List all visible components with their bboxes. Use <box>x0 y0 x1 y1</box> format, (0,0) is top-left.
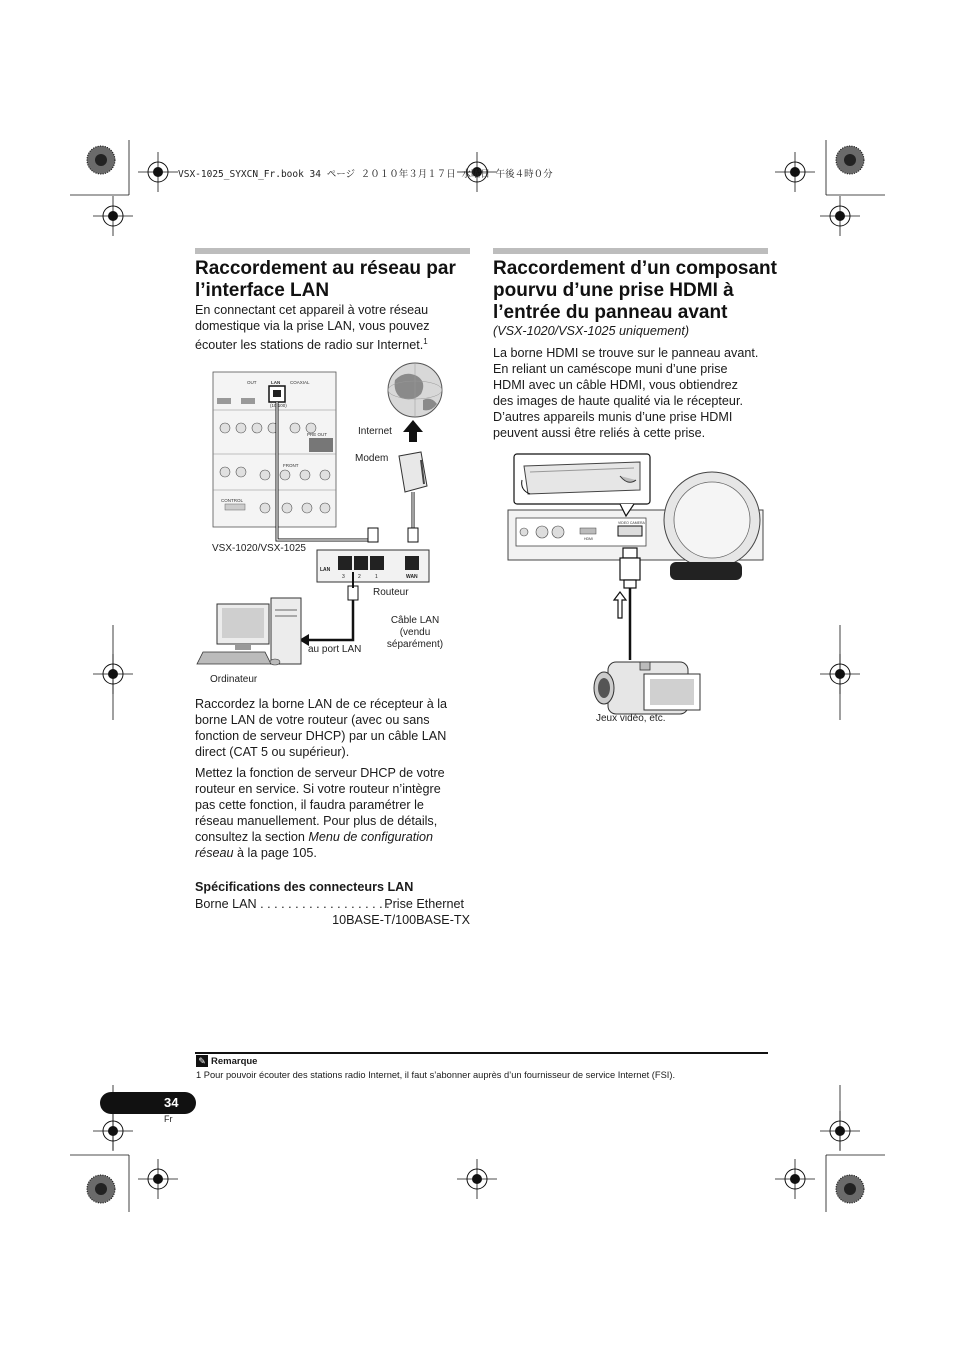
lan-connection-diagram <box>195 360 475 690</box>
crosshair-mark <box>138 1159 178 1199</box>
up-arrow-icon <box>403 420 423 442</box>
left-section-bar <box>195 248 470 254</box>
left-section-title: Raccordement au réseau par l’interface LAN <box>195 258 456 301</box>
note-rule <box>195 1052 768 1054</box>
print-header-line: VSX-1025_SYXCN_Fr.book 34 ページ ２０１０年３月１７日 水曜日 午後４時０分 <box>178 169 553 180</box>
page-number-tab <box>100 1092 196 1114</box>
svg-text:LAN: LAN <box>320 567 331 573</box>
footnote-ref: 1 <box>423 337 428 346</box>
model-label: VSX-1020/VSX-1025 <box>212 543 306 554</box>
registration-star-top-left <box>87 146 115 174</box>
pencil-icon: ✎ <box>196 1055 208 1067</box>
receiver-rear-panel <box>213 372 336 527</box>
right-subtitle: (VSX-1020/VSX-1025 uniquement) <box>493 324 690 338</box>
right-section-title: Raccordement d’un composant pourvu d’une prise HDMI à l’entrée du panneau avant <box>493 258 777 323</box>
svg-text:1: 1 <box>375 574 378 580</box>
svg-text:séparément): séparément) <box>386 639 444 650</box>
internet-label: Internet <box>358 426 392 437</box>
svg-text:Câble LAN: Câble LAN <box>390 615 440 626</box>
svg-text:3: 3 <box>342 574 345 580</box>
spec-title: Spécifications des connecteurs LAN <box>195 880 414 894</box>
svg-text:WAN: WAN <box>406 574 418 580</box>
lan-cable-label <box>387 615 443 650</box>
left-intro-paragraph: En connectant cet appareil à votre réseau domestique via la prise LAN, vous pouvez écouter les stations de radio sur Internet.$^1$ <box>195 303 430 353</box>
spec-value-2: 10BASE-T/100BASE-TX <box>332 913 470 927</box>
modem-label: Modem <box>355 453 389 464</box>
spec-key: Borne LAN . . . . . . . . . . . . . . . . . . . <box>195 897 390 911</box>
svg-text:VIDEO CAMERA: VIDEO CAMERA <box>618 521 645 525</box>
svg-text:2: 2 <box>358 574 361 580</box>
computer-label: Ordinateur <box>210 674 258 685</box>
left-paragraph-dhcp: Mettez la fonction de serveur DHCP de votre routeur en service. Si votre routeur n’intègre pas cette fonction, il faudra paramétrer le réseau manuellement. Pour plus de détails, consultez la section Menu de configuration réseau à la page 105. <box>195 766 445 860</box>
svg-text:(vendu: (vendu <box>399 627 431 638</box>
crosshair-mark <box>457 1159 497 1199</box>
svg-text:COAXIAL: COAXIAL <box>290 380 310 385</box>
svg-text:HDMI: HDMI <box>584 537 593 541</box>
right-paragraph: La borne HDMI se trouve sur le panneau avant. En reliant un caméscope muni d’une prise HDMI avec un câble HDMI, vous obtiendrez des images de haute qualité via le récepteur. D’autres appareils munis d’une prise HDMI peuvent aussi être reliés à cette prise. <box>493 346 759 440</box>
svg-text:CONTROL: CONTROL <box>221 498 244 503</box>
up-arrow-icon <box>614 592 626 618</box>
lan-port-label: au port LAN <box>308 644 362 655</box>
page-language: Fr <box>164 1114 173 1124</box>
camcorder-caption: Jeux vidéo, etc. <box>596 713 666 724</box>
registration-star-bottom-left <box>87 1175 115 1203</box>
spec-value-1: Prise Ethernet <box>384 897 464 911</box>
hdmi-connection-diagram <box>500 450 768 730</box>
crosshair-mark <box>775 1159 815 1199</box>
registration-star-bottom-right <box>836 1175 864 1203</box>
page-number: 34 <box>164 1095 179 1110</box>
left-paragraph-router: Raccordez la borne LAN de ce récepteur à la borne LAN de votre routeur (avec ou sans fonction de serveur DHCP) par un câble LAN direct (CAT 5 ou supérieur). <box>195 697 448 759</box>
note-header: ✎ Remarque <box>196 1055 257 1067</box>
svg-text:LAN: LAN <box>271 380 281 385</box>
crosshair-mark <box>775 152 815 192</box>
right-section-bar <box>493 248 768 254</box>
computer-icon <box>197 598 301 665</box>
internet-globe-icon <box>388 363 442 417</box>
svg-text:FRONT: FRONT <box>283 463 299 468</box>
registration-star-top-right <box>836 146 864 174</box>
footnote-text: 1 Pour pouvoir écouter des stations radio Internet, il faut s’abonner auprès d’un fournisseur de service Internet (FSI). <box>196 1070 676 1080</box>
front-door-callout <box>514 454 650 516</box>
cross-reference-link: Menu de configuration <box>308 830 434 844</box>
camcorder-icon <box>594 662 700 714</box>
modem-icon <box>399 452 427 492</box>
svg-text:PRE OUT: PRE OUT <box>307 432 328 437</box>
crosshair-mark <box>138 152 178 192</box>
crosshair-mark <box>820 196 860 236</box>
hdmi-plug-icon <box>620 548 640 588</box>
crosshair-mark <box>93 196 133 236</box>
cross-reference-link: réseau <box>195 846 234 860</box>
svg-text:OUT: OUT <box>247 380 257 385</box>
svg-text:(10/100): (10/100) <box>270 403 287 408</box>
router-icon <box>317 550 429 582</box>
router-label: Routeur <box>373 587 409 598</box>
